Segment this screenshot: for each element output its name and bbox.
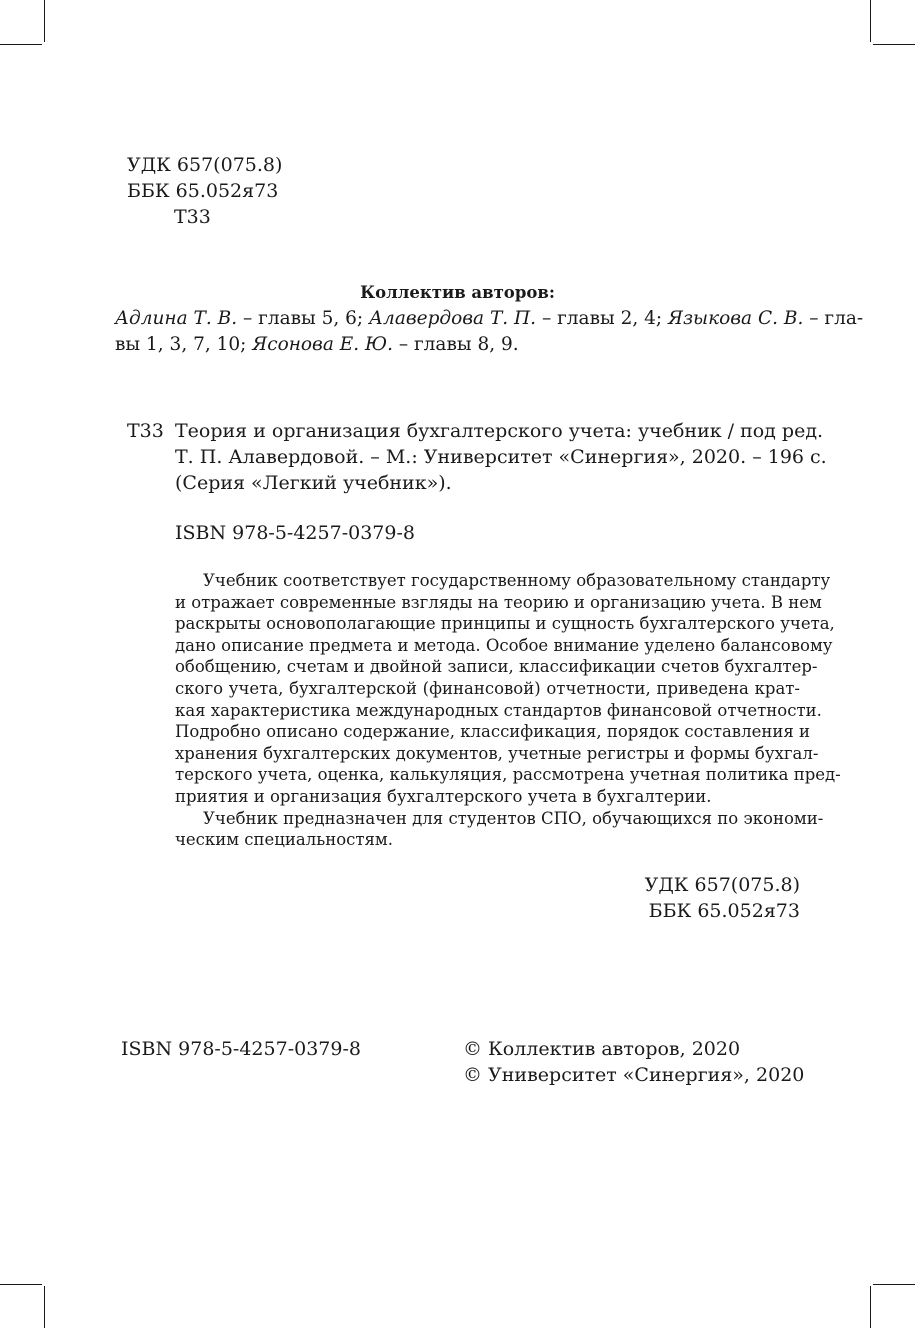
annotation-line: дано описание предмета и метода. Особое внимание уделено балансовому	[175, 635, 833, 655]
author-name: Адлина Т. В.	[115, 308, 238, 329]
isbn-footer: ISBN 978-5-4257-0379-8	[121, 1038, 361, 1060]
classification-block-top	[127, 152, 282, 230]
author-name: Ясонова Е. Ю.	[252, 334, 393, 355]
annotation-line: и отражает современные взгляды на теорию и организацию учета. В нем	[175, 592, 822, 612]
authors-heading: Коллектив авторов:	[360, 283, 555, 302]
authors-list	[115, 306, 864, 358]
bbk-code: ББК 65.052я73	[648, 900, 800, 922]
annotation-line: Подробно описано содержание, классификация, порядок составления и	[175, 722, 810, 742]
biblio-line: Т. П. Алавердовой. – М.: Университет «Синергия», 2020. – 196 с.	[175, 446, 827, 468]
author-name: Языкова С. В.	[668, 308, 804, 329]
annotation-line: Учебник предназначен для студентов СПО, обучающихся по экономи-	[203, 808, 824, 828]
bibliographic-record	[175, 418, 827, 496]
annotation-line: ского учета, бухгалтерской (финансовой) отчетности, приведена крат-	[175, 678, 800, 698]
author-name: Алавердова Т. П.	[369, 308, 537, 329]
annotation-line: раскрыты основополагающие принципы и сущность бухгалтерского учета,	[175, 614, 835, 634]
biblio-line: (Серия «Легкий учебник»).	[175, 472, 452, 494]
crop-mark	[873, 1284, 915, 1285]
annotation-line: терского учета, оценка, калькуляция, рассмотрена учетная политика пред-	[175, 765, 841, 785]
annotation-line: кая характеристика международных стандартов финансовой отчетности.	[175, 700, 822, 720]
crop-mark	[873, 44, 915, 45]
crop-mark	[870, 1286, 871, 1328]
annotation-line: приятия и организация бухгалтерского учета в бухгалтерии.	[175, 786, 712, 806]
copyright-line: © Коллектив авторов, 2020	[463, 1038, 741, 1060]
annotation-line: Учебник соответствует государственному образовательному стандарту	[203, 571, 831, 590]
authors-line	[115, 306, 864, 332]
annotation	[175, 570, 841, 851]
biblio-line: Теория и организация бухгалтерского учета: учебник / под ред.	[175, 420, 824, 442]
classification-block-bottom	[645, 872, 800, 924]
author-chapters: – гла-	[803, 308, 864, 329]
author-chapters: – главы 8, 9.	[392, 334, 519, 355]
annotation-line: обобщению, счетам и двойной записи, классификации счетов бухгалтер-	[175, 657, 818, 677]
copyright-line: © Университет «Синергия», 2020	[463, 1064, 805, 1086]
author-chapters: – главы 2, 4;	[536, 308, 668, 329]
annotation-line: хранения бухгалтерских документов, учетные регистры и формы бухгал-	[175, 743, 819, 763]
biblio-author-code: Т33	[127, 420, 164, 442]
crop-mark	[0, 1284, 42, 1285]
annotation-line: ческим специальностям.	[175, 830, 394, 850]
author-chapters: – главы 5, 6;	[237, 308, 370, 329]
authors-line	[115, 332, 800, 358]
crop-mark	[44, 1286, 45, 1328]
author-chapters: вы 1, 3, 7, 10;	[115, 334, 253, 355]
isbn: ISBN 978-5-4257-0379-8	[175, 522, 415, 544]
bbk-code: ББК 65.052я73	[127, 180, 279, 202]
author-code: Т33	[174, 206, 211, 228]
copyright-block	[463, 1036, 804, 1088]
crop-mark	[44, 0, 45, 42]
crop-mark	[870, 0, 871, 42]
crop-mark	[0, 44, 42, 45]
udk-code: УДК 657(075.8)	[644, 874, 800, 896]
udk-code: УДК 657(075.8)	[127, 154, 283, 176]
